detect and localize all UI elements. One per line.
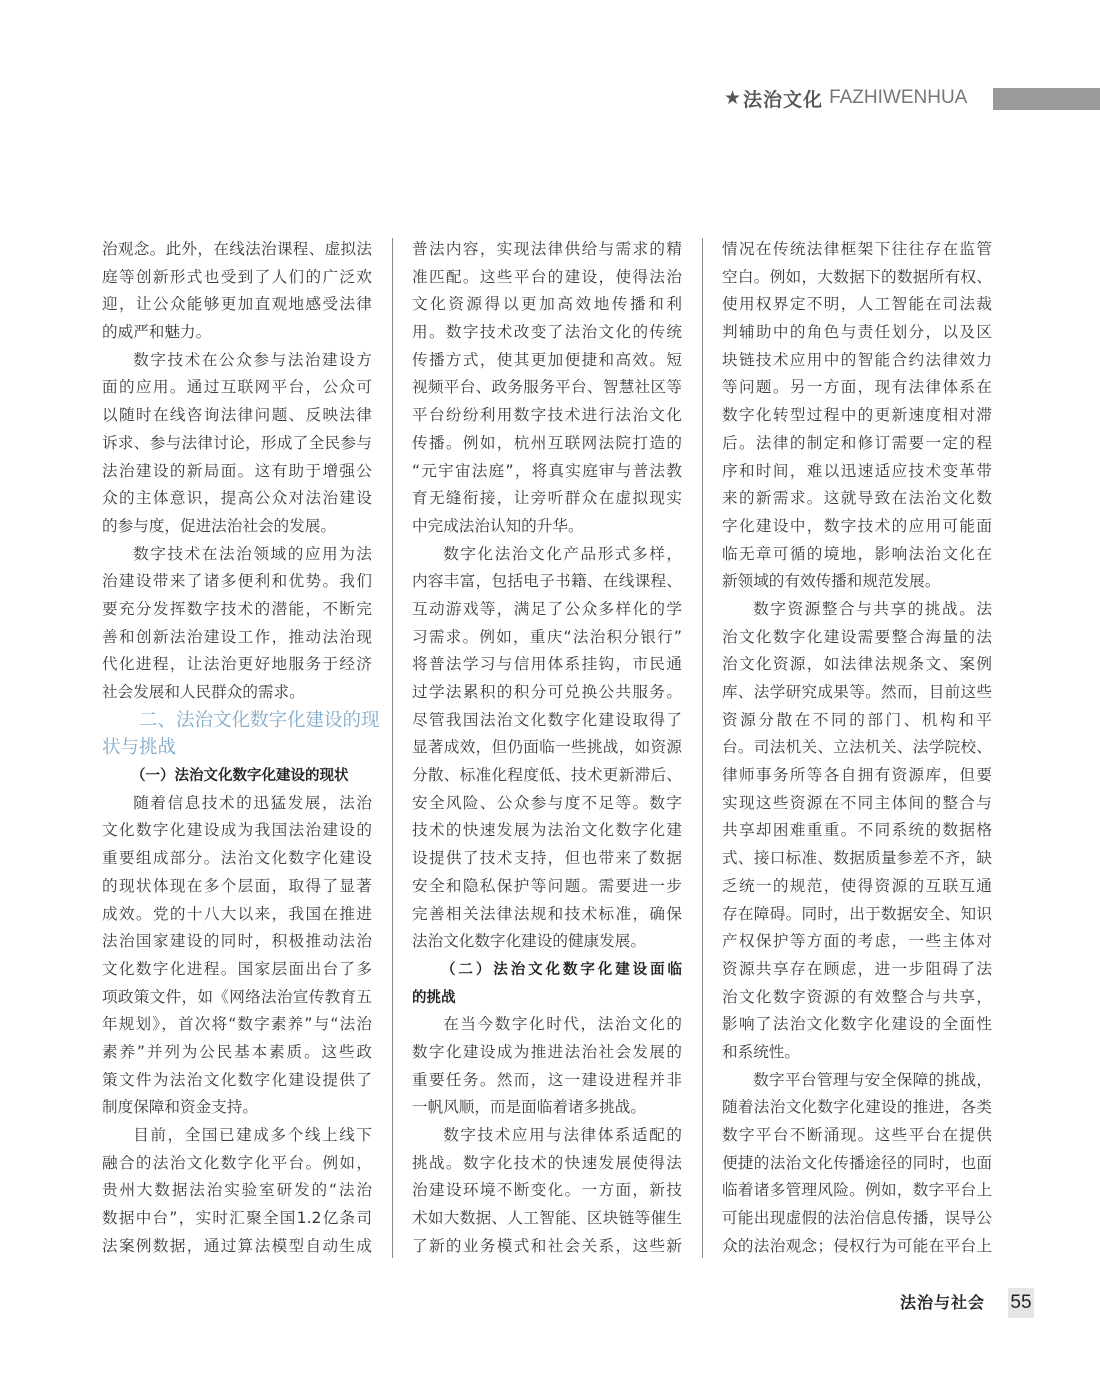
text-line: 以随时在线咨询法律问题、反映法律 xyxy=(102,406,372,425)
text-line: 的挑战 xyxy=(412,988,456,1006)
text-line: 制度保障和资金支持。 xyxy=(102,1098,258,1117)
text-line: 随着法治文化数字化建设的推进，各类 xyxy=(722,1098,992,1117)
paragraph xyxy=(722,596,992,1067)
text-line: 一帆风顺，而是面临着诸多挑战。 xyxy=(412,1098,646,1117)
text-line: 字化建设中，数字技术的应用可能面 xyxy=(722,516,992,535)
text-line: 众的法治观念；侵权行为可能在平台上 xyxy=(722,1236,992,1255)
paragraph xyxy=(102,790,372,1122)
paragraph xyxy=(412,236,682,541)
paragraph xyxy=(102,1122,372,1260)
text-line: 影响了法治文化数字化建设的全面性 xyxy=(722,1015,992,1034)
text-line: 数字平台不断涌现。这些平台在提供 xyxy=(722,1126,992,1144)
text-line: 文化资源得以更加高效地传播和利 xyxy=(412,295,682,314)
text-line: 块链技术应用中的智能合约法律效力 xyxy=(722,350,992,369)
text-line: 治建设带来了诸多便利和优势。我们 xyxy=(102,572,372,591)
text-line: 代化进程，让法治更好地服务于经济 xyxy=(102,655,372,674)
column-3 xyxy=(722,236,992,1260)
text-line: 融合的法治文化数字化平台。例如， xyxy=(102,1153,372,1172)
text-line: 治建设环境不断变化。一方面，新技 xyxy=(412,1181,682,1200)
paragraph xyxy=(722,236,992,596)
text-line: 重要组成部分。法治文化数字化建设 xyxy=(102,849,372,868)
text-line: 治文化数字化建设需要整合海量的法 xyxy=(722,627,992,646)
text-line: 面的应用。通过互联网平台，公众可 xyxy=(102,378,372,397)
paragraph xyxy=(722,1067,992,1261)
text-line: 分散、标准化程度低、技术更新滞后、 xyxy=(412,766,682,785)
text-line: 了新的业务模式和社会关系，这些新 xyxy=(412,1236,682,1255)
text-line: 产权保护等方面的考虑，一些主体对 xyxy=(722,932,992,951)
text-line: 安全和隐私保护等问题。需要进一步 xyxy=(412,876,682,895)
text-line: 共享却困难重重。不同系统的数据格 xyxy=(722,821,992,840)
text-line: 诉求、参与法律讨论，形成了全民参与 xyxy=(102,433,372,452)
header-bar xyxy=(993,88,1100,110)
text-line: 存在障碍。同时，出于数据安全、知识 xyxy=(722,904,992,923)
text-line: 要充分发挥数字技术的潜能，不断完 xyxy=(102,599,372,618)
text-line: 素养”并列为公民基本素质。这些政 xyxy=(102,1042,372,1061)
text-line: 治文化资源，如法律法规条文、案例 xyxy=(722,655,992,674)
paragraph xyxy=(412,1011,682,1122)
text-line: 使用权界定不明，人工智能在司法裁 xyxy=(722,295,992,314)
text-line: 资源分散在不同的部门、机构和平 xyxy=(722,710,992,729)
section-title-cn: 法治文化 xyxy=(743,88,824,111)
text-line: （一）法治文化数字化建设的现状 xyxy=(131,767,349,785)
text-line: 互动游戏等，满足了公众多样化的学 xyxy=(412,599,682,618)
text-line: 贵州大数据法治实验室研发的“法治 xyxy=(102,1181,372,1200)
text-line: 的威严和魅力。 xyxy=(102,323,212,342)
text-line: 等问题。另一方面，现有法律体系在 xyxy=(722,378,992,397)
text-line: 乏统一的规范，使得资源的互联互通 xyxy=(722,876,992,895)
text-line: 治观念。此外，在线法治课程、虚拟法 xyxy=(102,240,372,258)
text-line: 临无章可循的境地，影响法治文化在 xyxy=(722,544,992,563)
text-line: 内容丰富，包括电子书籍、在线课程、 xyxy=(412,572,682,591)
text-line: 显著成效，但仍面临一些挑战，如资源 xyxy=(412,738,682,757)
text-line: 用。数字技术改变了法治文化的传统 xyxy=(412,323,682,342)
text-line: 数字化法治文化产品形式多样， xyxy=(443,544,682,563)
text-line: 法治建设的新局面。这有助于增强公 xyxy=(102,461,372,480)
paragraph xyxy=(102,347,372,541)
star-icon: ★ xyxy=(724,87,742,109)
text-line: 空白。例如，大数据下的数据所有权、 xyxy=(722,267,992,286)
text-line: 将普法学习与信用体系挂钩，市民通 xyxy=(412,655,682,674)
text-line: 台。司法机关、立法机关、法学院校、 xyxy=(722,738,992,757)
text-line: 技术的快速发展为法治文化数字化建 xyxy=(412,821,682,840)
text-line: 新领域的有效传播和规范发展。 xyxy=(722,572,941,591)
text-line: 成效。党的十八大以来，我国在推进 xyxy=(102,904,372,923)
text-line: “元宇宙法庭”，将真实庭审与普法教 xyxy=(412,461,682,480)
text-line: 可能出现虚假的法治信息传播，误导公 xyxy=(722,1209,992,1228)
column-divider xyxy=(392,238,393,1258)
text-line: 年规划》，首次将“数字素养”与“法治 xyxy=(102,1015,372,1034)
section-title-en: FAZHIWENHUA xyxy=(829,87,968,108)
text-line: 状与挑战 xyxy=(102,737,177,759)
column-divider xyxy=(702,238,703,1258)
subsection-heading xyxy=(102,762,372,790)
text-line: 法治文化数字化建设的健康发展。 xyxy=(412,932,646,951)
text-line: 传播。例如，杭州互联网法院打造的 xyxy=(412,433,682,452)
text-line: 迎，让公众能够更加直观地感受法律 xyxy=(102,295,372,314)
text-line: 的现状体现在多个层面，取得了显著 xyxy=(102,876,372,895)
section-header xyxy=(724,84,967,112)
text-line: 和系统性。 xyxy=(722,1042,800,1061)
text-line: 平台纷纷利用数字技术进行法治文化 xyxy=(412,406,682,425)
text-line: 数字技术在公众参与法治建设方 xyxy=(133,350,372,369)
text-line: 完善相关法律法规和技术标准，确保 xyxy=(412,904,682,923)
text-line: 育无缝衔接，让旁听群众在虚拟现实 xyxy=(412,489,682,508)
text-line: 视频平台、政务服务平台、智慧社区等 xyxy=(412,378,682,397)
text-line: 后。法律的制定和修订需要一定的程 xyxy=(722,433,992,452)
text-line: 习需求。例如，重庆“法治积分银行” xyxy=(412,627,682,646)
text-line: 数字技术在法治领域的应用为法 xyxy=(133,544,372,563)
column-1 xyxy=(102,236,380,1260)
subsection-heading xyxy=(412,956,682,1011)
text-line: 在当今数字化时代，法治文化的 xyxy=(443,1015,682,1034)
text-line: 法案例数据，通过算法模型自动生成 xyxy=(102,1236,372,1255)
text-line: 尽管我国法治文化数字化建设取得了 xyxy=(412,710,682,729)
text-line: 众的主体意识，提高公众对法治建设 xyxy=(102,489,372,508)
text-line: （二）法治文化数字化建设面临 xyxy=(441,960,682,978)
text-line: 治文化数字资源的有效整合与共享， xyxy=(722,987,992,1006)
text-line: 数字资源整合与共享的挑战。法 xyxy=(753,599,992,618)
text-line: 来的新需求。这就导致在法治文化数 xyxy=(722,489,992,508)
paragraph xyxy=(412,541,682,956)
text-line: 项政策文件，如《网络法治宣传教育五 xyxy=(102,987,372,1006)
text-line: 数字化建设成为推进法治社会发展的 xyxy=(412,1042,682,1061)
text-line: 传播方式，使其更加便捷和高效。短 xyxy=(412,350,682,369)
paragraph xyxy=(102,236,372,347)
text-line: 资源共享存在顾虑，进一步阻碍了法 xyxy=(722,959,992,978)
text-line: 术如大数据、人工智能、区块链等催生 xyxy=(412,1209,682,1228)
text-line: 数据中台”，实时汇聚全国1.2亿条司 xyxy=(102,1209,372,1228)
text-line: 过学法累积的积分可兑换公共服务。 xyxy=(412,683,682,701)
text-line: 律师事务所等各自拥有资源库，但要 xyxy=(722,766,992,785)
text-line: 便捷的法治文化传播途径的同时，也面 xyxy=(722,1153,992,1172)
text-line: 二、法治文化数字化建设的现 xyxy=(139,709,380,731)
text-line: 序和时间，难以迅速适应技术变革带 xyxy=(722,461,992,480)
text-line: 设提供了技术支持，但也带来了数据 xyxy=(412,849,682,868)
journal-name: 法治与社会 xyxy=(900,1293,986,1312)
text-line: 数字平台管理与安全保障的挑战， xyxy=(753,1070,992,1089)
text-line: 庭等创新形式也受到了人们的广泛欢 xyxy=(102,267,372,286)
paragraph xyxy=(412,1122,682,1260)
text-line: 随着信息技术的迅猛发展，法治 xyxy=(133,793,372,812)
text-line: 实现这些资源在不同主体间的整合与 xyxy=(722,793,992,812)
paragraph xyxy=(102,541,372,707)
text-line: 重要任务。然而，这一建设进程并非 xyxy=(412,1070,682,1089)
text-line: 式、接口标准、数据质量参差不齐，缺 xyxy=(722,849,992,868)
text-line: 临着诸多管理风险。例如，数字平台上 xyxy=(722,1181,992,1200)
text-line: 善和创新法治建设工作，推动法治现 xyxy=(102,627,372,646)
text-line: 数字技术应用与法律体系适配的 xyxy=(443,1126,682,1144)
text-line: 判辅助中的角色与责任划分，以及区 xyxy=(722,323,992,342)
text-line: 法治国家建设的同时，积极推动法治 xyxy=(102,932,372,951)
text-line: 目前，全国已建成多个线上线下 xyxy=(133,1126,372,1144)
text-line: 社会发展和人民群众的需求。 xyxy=(102,683,305,701)
text-line: 策文件为法治文化数字化建设提供了 xyxy=(102,1070,372,1089)
text-line: 安全风险、公众参与度不足等。数字 xyxy=(412,793,682,812)
column-2 xyxy=(412,236,682,1260)
text-line: 文化数字化建设成为我国法治建设的 xyxy=(102,821,372,840)
text-line: 普法内容，实现法律供给与需求的精 xyxy=(412,240,682,258)
text-line: 中完成法治认知的升华。 xyxy=(412,516,584,535)
text-line: 数字化转型过程中的更新速度相对滞 xyxy=(722,406,992,425)
text-line: 库、法学研究成果等。然而，目前这些 xyxy=(722,683,992,701)
section-heading xyxy=(102,707,380,762)
text-line: 准匹配。这些平台的建设，使得法治 xyxy=(412,267,682,286)
text-line: 挑战。数字化技术的快速发展使得法 xyxy=(412,1153,682,1172)
text-line: 文化数字化进程。国家层面出台了多 xyxy=(102,959,372,978)
text-line: 情况在传统法律框架下往往存在监管 xyxy=(722,240,992,258)
text-line: 的参与度，促进法治社会的发展。 xyxy=(102,516,336,535)
page-number: 55 xyxy=(1008,1288,1034,1318)
